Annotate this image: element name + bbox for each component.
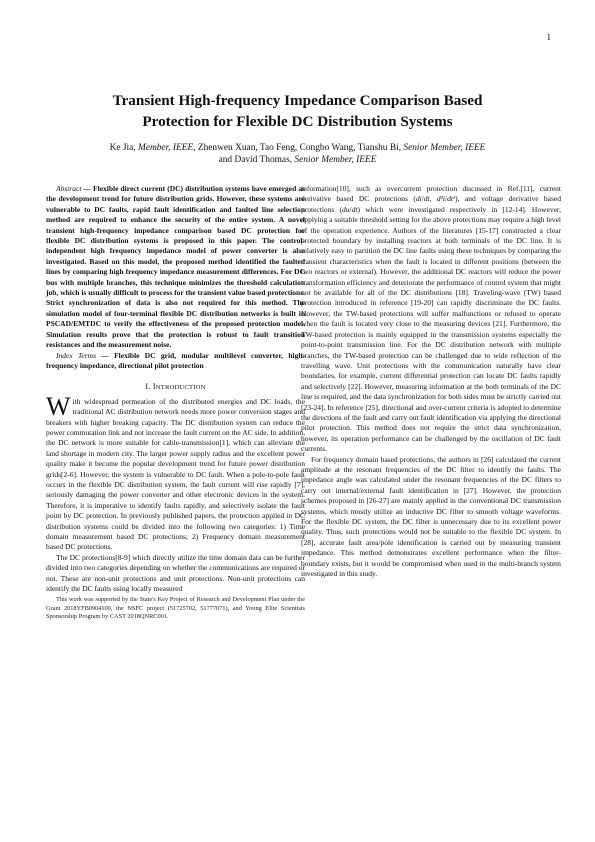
abstract [46, 184, 305, 351]
index-terms-lead: Index Terms [56, 350, 97, 360]
paper-title [40, 90, 555, 132]
section-rest: NTRODUCTION [155, 384, 206, 392]
paper-authors [40, 142, 555, 166]
section-first-letter: I [152, 382, 156, 392]
index-terms-text: — Flexible DC grid, modular multilevel converter, high-frequency impedance, directional pilot protection [46, 350, 305, 370]
authors-line2: and David Thomas, Senior Member, IEEE [218, 155, 377, 165]
funding-footnote: This work was supported by the State's Key Project of Research and Development Plan under the Grant 2018YFB0904100, the NSFC project (51725702, 51777071), and Young Elite Scientists Sponsorship Program by CAST 2018QNRC001. [46, 596, 305, 621]
right-paragraph-1: information[10], such as overcurrent protection discussed in Ref.[11], current derivative based DC protections (di/dt, d²i/dt²), and voltage derivative based protections (du/dt) which were investigated respectively in [12-14]. However, applying a suitable threshold setting for the above protections may require a high level of the operation experience. Authors of the literatures [15-17] constructed a clear protected boundary by installing reactors at both terminals of the DC line. It is relatively easy to partition the DC line faults using these techniques by comparing the transient characteristics when the fault is located in different positions (between the two reactors or external). However, the additional DC reactors will reduce the power transformation efficiency and deteriorate the performance of control system that might not be available for all of the DC distributions [18]. Traveling-wave (TW) based protection introduced in reference [19-20] can rapidly discriminate the DC faults. However, the TW-based protections will suffer malfunctions or refused to operate when the fault is located very close to the measuring devices [21]. Furthermore, the TW-based protection is mainly equipped in the transmission systems especially the point-to-point transmission line. For the DC distribution network with multiple branches, the TW-based protection can be challenged due to wide reflection of the travelling wave. Unit protections with the communication naturally have clear boundaries, for example, current differential protection can locate DC faults rapidly and selectively [22]. However, measuring information at the both terminals of the DC line is required, and the data synchronization for both sides must be strictly carried out [23-24]. In reference [25], directional and over-current criteria is adopted to determine the directions of the fault and carry out fault identification via applying the directional pilot protection. This method does not require the strict data synchronization, however, its operation performance can be challenged by the oscillation of DC fault currents. [301, 184, 562, 454]
paper-title-line2: Protection for Flexible DC Distribution Systems [142, 113, 453, 130]
page-number: 1 [546, 32, 551, 42]
index-terms [46, 351, 305, 372]
intro-paragraph-1 [46, 391, 305, 553]
right-column [301, 184, 561, 579]
intro-paragraph-2: The DC protections[8-9] which directly utilize the time domain data can be further divided into two categories depending on whether the communications are required or not. These are non-unit protections and unit protections. Non-unit protections can identify the DC faults using locally measured [46, 552, 305, 594]
section-heading-introduction [46, 382, 305, 393]
intro-paragraph-1-text: ith widespread permeation of the distributed energies and DC loads, the traditional AC distribution network needs more power conversion stages and breakers with higher breaking capacity. The DC distribution system can reduce the power commutation link and not increase the fault current on the AC side. In addition, the DC network is more suitable for cable-transmission[1], which can alleviate the land shortage in modern city. The larger power supply radius and the excellent power quality make it become the popular development trend for future power distribution grids[2-6]. However, the system is vulnerable to DC fault. When a pole-to-pole fault occurs in the flexible DC distribution system, the fault current will rise rapidly [7], seriously damaging the power converter and other electronic devices in the system. Therefore, it is imperative to identify faults rapidly, and selectively isolate the fault point by DC protection. In previously published papers, the protection applied in DC distribution systems could be divided into the following two categories: 1) Time domain measurement based DC protections; 2) Frequency domain measurement based DC protections. [46, 396, 305, 552]
abstract-lead: Abstract [56, 184, 82, 193]
section-numeral: I. [145, 382, 153, 392]
abstract-text: — Flexible direct current (DC) distribution systems have emerged as the development trend for future distribution grids. However, these systems are vulnerable to DC faults, rapid fault identification and faulted line selection method are required to enhance the security of the entire system. A novel transient high-frequency impedance comparison based DC protection for flexible DC distribution systems is proposed in this paper. The control-independent high frequency impedance model of power converter is also investigated. Based on this model, the proposed method identified the faulted lines by comparing high frequency impedance measurement differences. For DC bus with multiple branches, this technique minimizes the threshold calculation job, which is usually difficult to process for the transient value based protections. Strict synchronization of data is also not required for this method. The simulation model of four-terminal flexible DC distribution networks is built in PSCAD/EMTDC to verify the effectiveness of the proposed protection model. Simulation results prove that the protection is robust to fault transition resistances and the measurement noise. [46, 184, 305, 350]
paper-title-line1: Transient High-frequency Impedance Comparison Based [112, 92, 483, 109]
right-paragraph-2: For frequency domain based protections, the authors in [26] calculated the current amplitude at the resonant frequencies of the DC filter to identify the faults. The impedance angle was calculated under the resonant frequencies of the DC filters to carry out internal/external fault identification in [27]. However, the protection schemes proposed in [26-27] are mainly applied in the conventional DC transmission systems, which mostly utilize an inductive DC filter to smooth voltage waveforms. For the flexible DC system, the DC filter is unnecessary due to its excellent power quality. Thus, such protections would not be suitable to the flexible DC system. In [28], accurate fault area/pole identification is carried out by measuring transient impedance. This method demonstrates excellent performance when the filter-boundary exists, but it would be compromised when used in the multi-branch system investigated in this study. [301, 454, 561, 579]
dropcap-letter: W [46, 391, 71, 421]
footnote-block [46, 596, 305, 621]
authors-line1: Ke Jia, Member, IEEE, Zhenwen Xuan, Tao Feng, Congbo Wang, Tianshu Bi, Senior Member, IEEE [109, 143, 486, 153]
left-column [46, 184, 305, 624]
